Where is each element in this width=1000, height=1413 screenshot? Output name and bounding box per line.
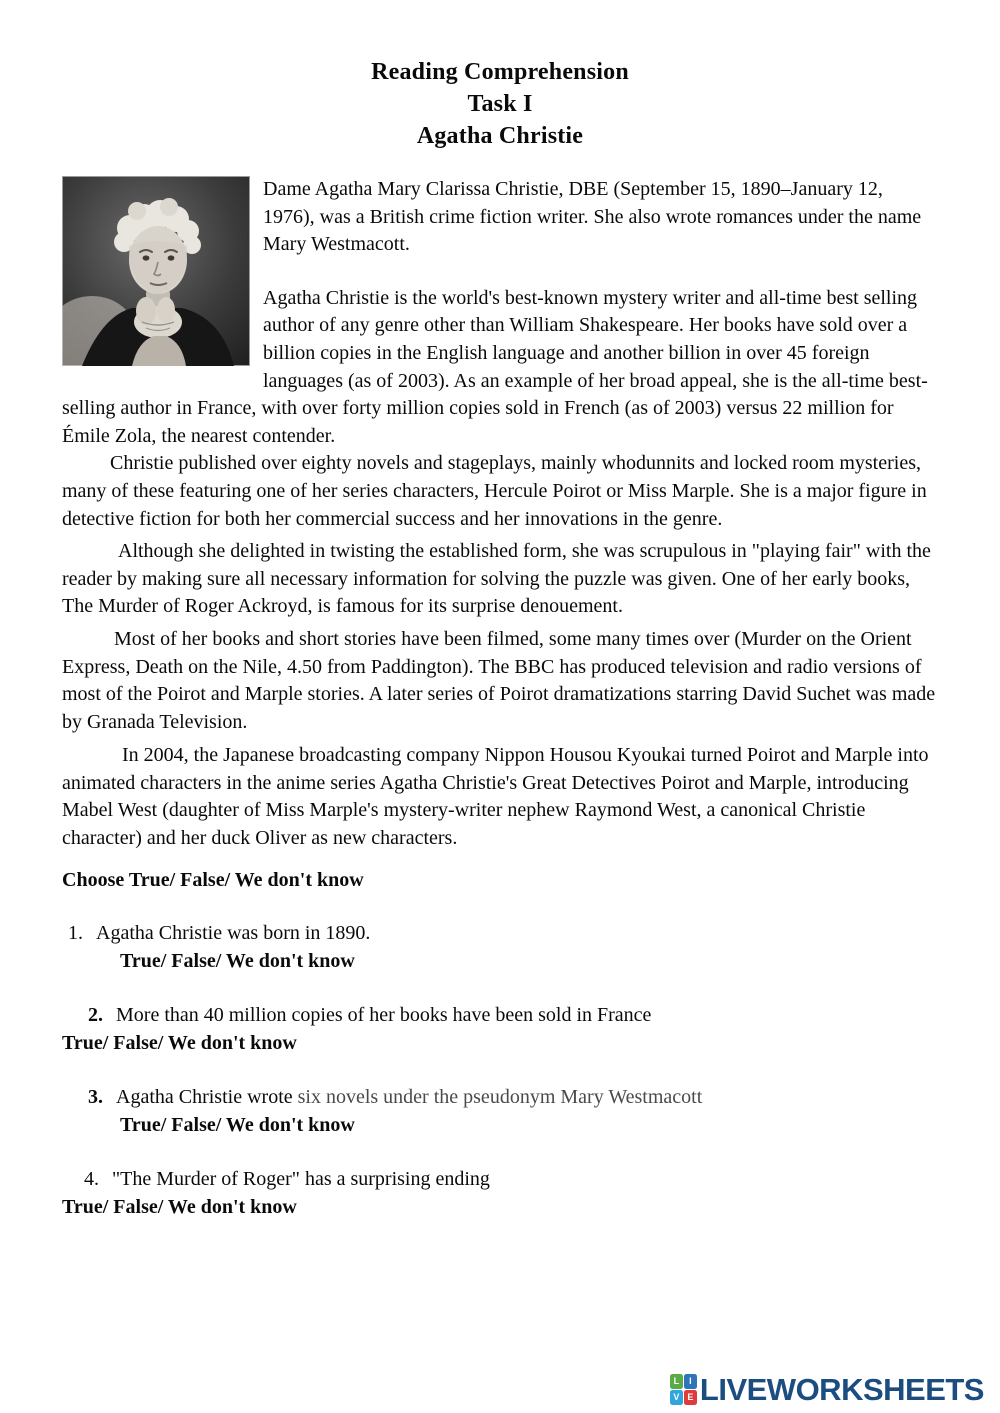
question-1-number: 1. [68, 922, 83, 945]
paragraph-bestseller: Agatha Christie is the world's best-known mystery writer and all-time best selling author of any genre other than William Shakespeare. Her books have sold over a billion copies in the English language and another billion in over 45 foreign languages (as of 2003). As an example of her broad appeal, she is the all-time best-selling author in France, with over forty million copies sold in French (as of 2003) versus 22 million for Émile Zola, the nearest contender. [62, 286, 928, 447]
question-2-text: More than 40 million copies of her books have been sold in France [116, 1004, 652, 1027]
question-3-number: 3. [88, 1086, 103, 1109]
question-3-options[interactable]: True/ False/ We don't know [120, 1113, 355, 1136]
paragraph-intro: Dame Agatha Mary Clarissa Christie, DBE (September 15, 1890–January 12, 1976), was a British crime fiction writer. She also wrote romances under the name Mary Westmacott. [263, 178, 922, 256]
question-4-options[interactable]: True/ False/ We don't know [62, 1195, 297, 1218]
paragraph-anime: In 2004, the Japanese broadcasting company Nippon Housou Kyoukai turned Poirot and Marple into animated characters in the anime series Agatha Christie's Great Detectives Poirot and Marple, introducing Mabel West (daughter of Miss Marple's mystery-writer nephew Raymond West, a canonical Christie character) and her duck Oliver as new characters. [62, 744, 929, 850]
logo-tile-e: E [684, 1390, 697, 1405]
liveworksheets-logo[interactable] [670, 1374, 984, 1405]
question-4-number: 4. [84, 1168, 99, 1191]
question-4-statement [62, 1166, 938, 1194]
question-2 [62, 1002, 938, 1057]
question-4 [62, 1166, 938, 1221]
liveworksheets-wordmark: LIVEWORKSHEETS [699, 1372, 984, 1407]
agatha-christie-portrait-photo [62, 176, 250, 366]
task-subtitle: Task I [467, 91, 533, 117]
page-title: Reading Comprehension [371, 59, 629, 85]
question-3-text-secondary: six novels under the pseudonym Mary Westmacott [297, 1086, 703, 1109]
question-2-number: 2. [88, 1004, 103, 1027]
portrait-photo-container [62, 176, 250, 388]
liveworksheets-logo-icon [670, 1374, 697, 1405]
paragraph-novels: Christie published over eighty novels and stageplays, mainly whodunnits and locked room mysteries, many of these featuring one of her series characters, Hercule Poirot or Miss Marple. She is a major figure in detective fiction for both her commercial success and her innovations in the genre. [62, 452, 927, 530]
question-4-text: "The Murder of Roger" has a surprising ending [112, 1168, 490, 1191]
questions-heading: Choose True/ False/ We don't know [62, 868, 364, 891]
question-1-text: Agatha Christie was born in 1890. [96, 922, 371, 945]
logo-tile-v: V [670, 1390, 683, 1405]
paragraph-playing-fair: Although she delighted in twisting the established form, she was scrupulous in "playing fair" with the reader by making sure all necessary information for solving the puzzle was given. One of her early books, The Murder of Roger Ackroyd, is famous for its surprise denouement. [62, 540, 931, 618]
question-3 [62, 1084, 938, 1139]
title-block [62, 56, 938, 152]
reading-passage [62, 176, 938, 853]
topic-subtitle: Agatha Christie [416, 123, 584, 149]
question-1 [62, 920, 938, 975]
question-1-statement [62, 920, 938, 948]
logo-tile-l: L [670, 1374, 683, 1389]
logo-tile-i: I [684, 1374, 697, 1389]
question-2-statement [62, 1002, 938, 1030]
paragraph-films: Most of her books and short stories have been filmed, some many times over (Murder on the Orient Express, Death on the Nile, 4.50 from Paddington). The BBC has produced television and radio versions of most of the Poirot and Marple stories. A later series of Poirot dramatizations starring David Suchet was made by Granada Television. [62, 627, 936, 733]
question-3-text: Agatha Christie wrote [116, 1086, 298, 1109]
questions-section [62, 867, 938, 1222]
question-3-statement [62, 1084, 938, 1112]
question-2-options[interactable]: True/ False/ We don't know [62, 1031, 297, 1054]
question-1-options[interactable]: True/ False/ We don't know [120, 949, 355, 972]
